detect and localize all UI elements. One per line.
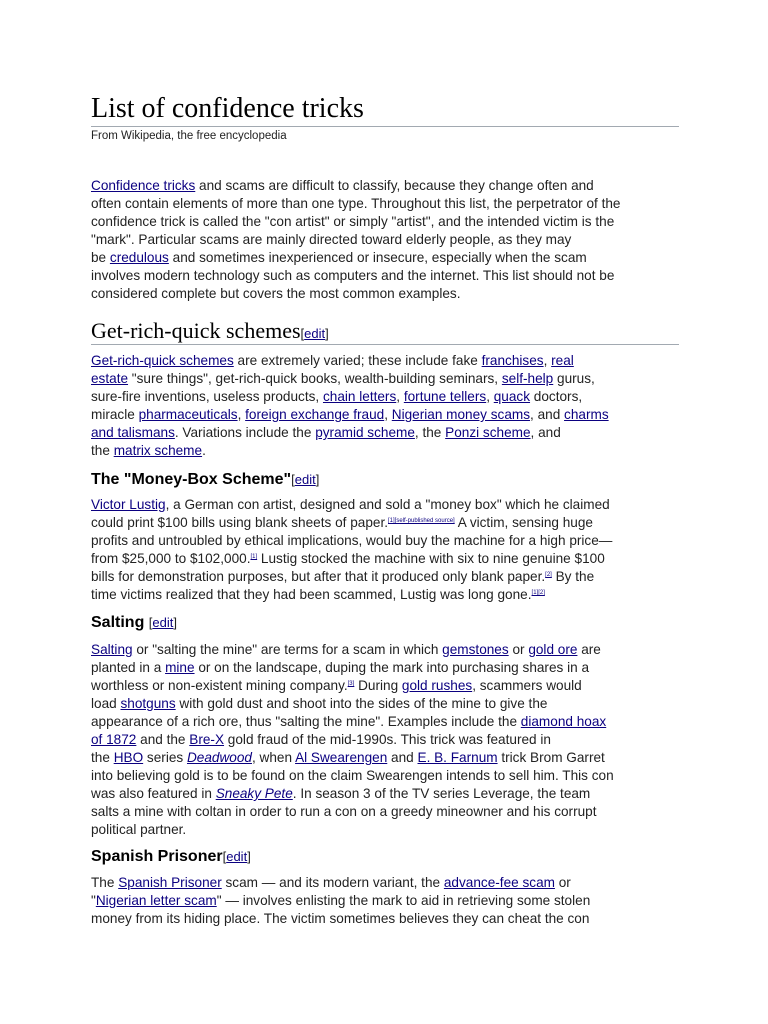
citation-self-published[interactable]: [1][self-published source]: [388, 518, 455, 524]
link-victor-lustig[interactable]: Victor Lustig: [91, 497, 166, 512]
link-chain-letters[interactable]: chain letters: [322, 389, 397, 404]
link-pharmaceuticals[interactable]: pharmaceuticals: [138, 407, 238, 422]
link-credulous[interactable]: credulous: [109, 250, 169, 265]
link-gold-ore[interactable]: gold ore: [528, 642, 578, 657]
link-gold-rushes[interactable]: gold rushes: [401, 678, 473, 693]
tagline: From Wikipedia, the free encyclopedia: [91, 130, 287, 142]
paragraph-get-rich-quick: Get-rich-quick schemes are extremely varied; these include fake franchises, real estate "sure things", get-rich-quick books, wealth-building seminars, self-help gurus, sure-fire inventions, useless products, chain letters, fortune tellers, quack doctors, miracle pharmaceuticals, foreign exchange fraud, Nigerian money scams, and charms and talismans. Variations include the pyramid scheme, the Ponzi scheme, and the matrix scheme.: [91, 353, 609, 458]
link-diamond-hoax[interactable]: diamond hoax: [520, 714, 607, 729]
page-title: List of confidence tricks: [91, 93, 364, 124]
subsection-heading-spanish-prisoner: Spanish Prisoner[edit]: [91, 848, 251, 865]
link-fortune-tellers[interactable]: fortune tellers: [403, 389, 487, 404]
link-nigerian-letter-scam[interactable]: Nigerian letter scam: [95, 893, 217, 908]
link-shotguns[interactable]: shotguns: [120, 696, 176, 711]
link-deadwood[interactable]: Deadwood: [186, 750, 252, 765]
link-gemstones[interactable]: gemstones: [442, 642, 509, 657]
link-bre-x[interactable]: Bre-X: [189, 732, 225, 747]
title-divider: [91, 126, 679, 127]
paragraph-salting: Salting or "salting the mine" are terms for a scam in which gemstones or gold ore are planted in a mine or on the landscape, duping the mark into purchasing shares in a worthless or non-existent mining company.[3] During gold rushes, scammers would load shotguns with gold dust and shoot into the sides of the mine to give the appearance of a rich ore, thus "salting the mine". Examples include the diamond hoax of 1872 and the Bre-X gold fraud of the mid-1990s. This trick was featured in the HBO series Deadwood, when Al Swearengen and E. B. Farnum trick Brom Garret into believing gold is to be found on the claim Swearengen intends to sell him. This con was also featured in Sneaky Pete. In season 3 of the TV series Leverage, the team salts a mine with coltan in order to run a con on a greedy mineowner and his corrupt political partner.: [91, 642, 614, 837]
link-salting[interactable]: Salting: [91, 642, 133, 657]
link-eb-farnum[interactable]: E. B. Farnum: [417, 750, 498, 765]
link-quack[interactable]: quack: [493, 389, 531, 404]
link-get-rich-quick-schemes[interactable]: Get-rich-quick schemes: [91, 353, 234, 368]
link-sneaky-pete[interactable]: Sneaky Pete: [215, 786, 293, 801]
subsection-heading-salting: Salting [edit]: [91, 614, 178, 631]
link-ponzi-scheme[interactable]: Ponzi scheme: [445, 425, 531, 440]
citation-1[interactable]: [1]: [250, 554, 258, 560]
paragraph-money-box: Victor Lustig, a German con artist, designed and sold a "money box" which he claimed could print $100 bills using blank sheets of paper.[1][self-published source] A victim, sensing huge profits and untroubled by ethical implications, would buy the machine for a high price— from $25,000 to $102,000.[1] Lustig stocked the machine with six to nine genuine $100 bills for demonstration purposes, but after that it produced only blank paper.[2] By the time victims realized that they had been scammed, Lustig was long gone.[1][2]: [91, 497, 613, 602]
link-real-estate[interactable]: real: [551, 353, 574, 368]
link-diamond-hoax-2[interactable]: of 1872: [91, 732, 137, 747]
edit-link-spanish-prisoner[interactable]: edit: [226, 849, 248, 864]
link-advance-fee-scam[interactable]: advance-fee scam: [443, 875, 555, 890]
edit-link-money-box[interactable]: edit: [294, 472, 316, 487]
link-pyramid-scheme[interactable]: pyramid scheme: [315, 425, 415, 440]
link-real-estate-2[interactable]: estate: [91, 371, 129, 386]
section-divider: [91, 344, 679, 345]
subsection-heading-money-box: The "Money-Box Scheme"[edit]: [91, 471, 320, 488]
intro-paragraph: Confidence tricks and scams are difficult to classify, because they change often and often contain elements of more than one type. Throughout this list, the perpetrator of the confidence trick is called the "con artist" or simply "artist", and the intended victim is the "mark". Particular scams are mainly directed toward elderly people, as they may be credulous and sometimes inexperienced or insecure, especially when the scam involves modern technology such as computers and the internet. This list should not be considered complete but covers the most common examples.: [91, 178, 621, 301]
citation-1-2[interactable]: [1][2]: [531, 590, 545, 596]
citation-2[interactable]: [2]: [545, 572, 552, 578]
link-foreign-exchange-fraud[interactable]: foreign exchange fraud: [245, 407, 385, 422]
link-hbo[interactable]: HBO: [113, 750, 144, 765]
link-confidence-tricks[interactable]: Confidence tricks: [91, 178, 196, 193]
edit-link-get-rich-quick[interactable]: edit: [304, 326, 326, 341]
link-mine[interactable]: mine: [165, 660, 195, 675]
link-spanish-prisoner[interactable]: Spanish Prisoner: [118, 875, 222, 890]
section-heading-get-rich-quick: Get-rich-quick schemes[edit]: [91, 318, 329, 343]
citation-3[interactable]: [3]: [347, 681, 355, 687]
link-talismans[interactable]: and talismans: [91, 425, 175, 440]
paragraph-spanish-prisoner: The Spanish Prisoner scam — and its modern variant, the advance-fee scam or "Nigerian letter scam" — involves enlisting the mark to aid in retrieving some stolen money from its hiding place. The victim sometimes believes they can cheat the con: [91, 875, 591, 926]
link-al-swearengen[interactable]: Al Swearengen: [295, 750, 388, 765]
edit-link-salting[interactable]: edit: [152, 615, 174, 630]
link-self-help[interactable]: self-help: [501, 371, 554, 386]
link-charms[interactable]: charms: [564, 407, 609, 422]
link-matrix-scheme[interactable]: matrix scheme: [113, 443, 203, 458]
link-franchises[interactable]: franchises: [481, 353, 544, 368]
link-nigerian-money-scams[interactable]: Nigerian money scams: [391, 407, 531, 422]
